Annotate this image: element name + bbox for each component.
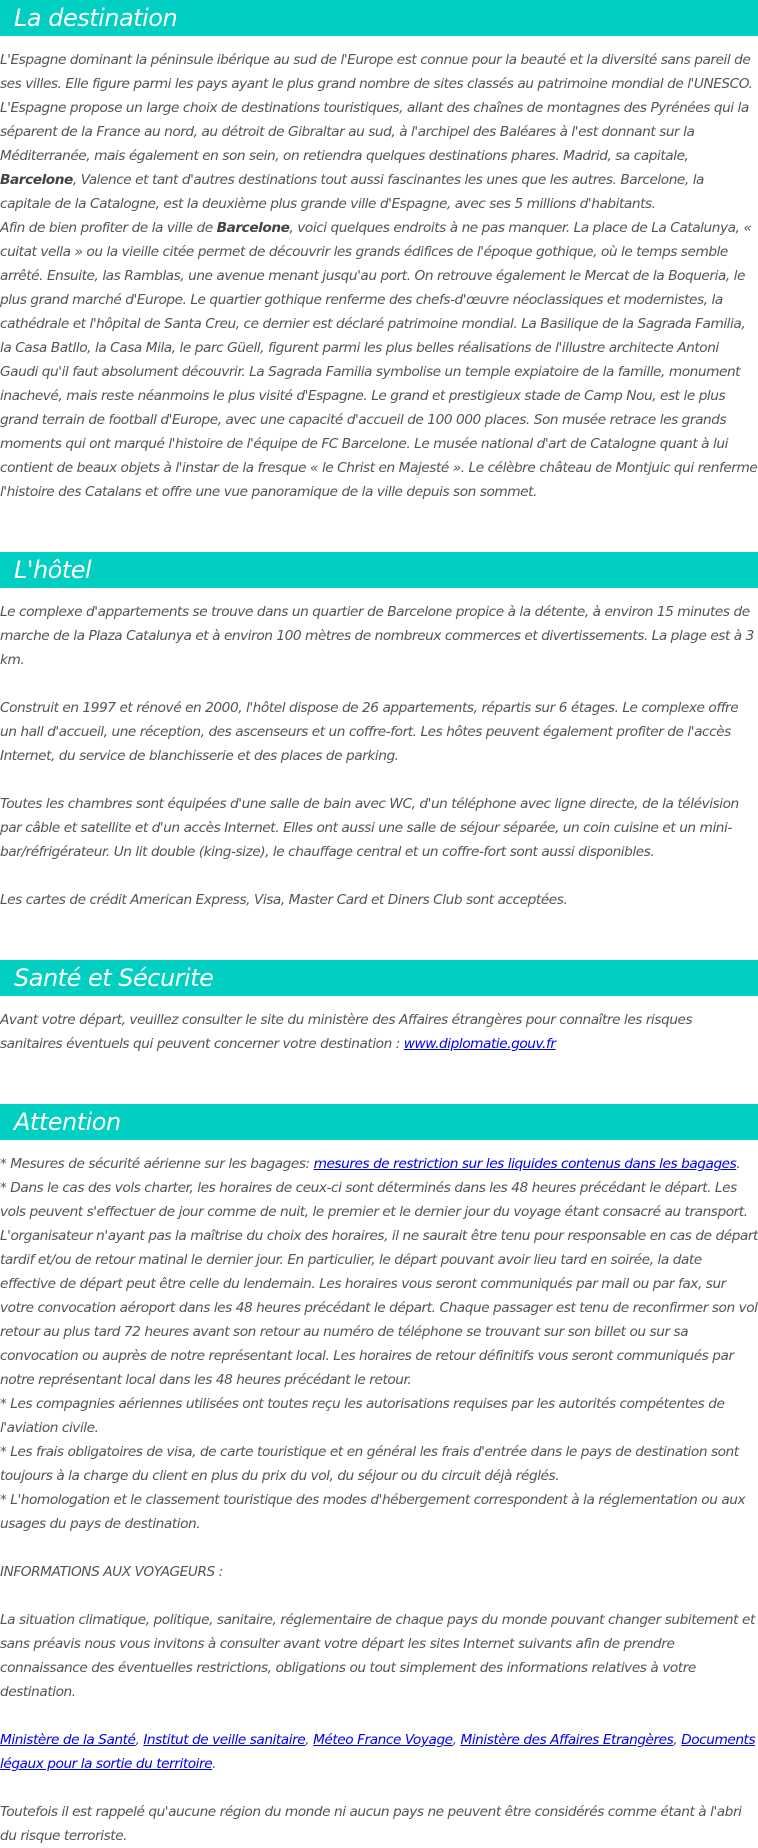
ministere-sante-link[interactable]: Ministère de la Santé (0, 1732, 136, 1748)
attention-line-1 (0, 1152, 758, 1176)
veille-sanitaire-link[interactable]: Institut de veille sanitaire (143, 1732, 306, 1748)
documents-legaux-link[interactable]: Documents légaux pour la sortie du territoire (0, 1732, 756, 1772)
attention-line-4: * Les frais obligatoires de visa, de carte touristique et en général les frais d'entrée dans le pays de destination sont toujours à la charge du client en plus du prix du vol, du séjour ou du circuit déjà réglés. (0, 1444, 739, 1484)
attention-content (0, 1152, 758, 1848)
hotel-paragraph-4: Les cartes de crédit American Express, Visa, Master Card et Diners Club sont acceptées. (0, 892, 568, 908)
period: . (212, 1756, 217, 1772)
diplomatie-link[interactable]: www.diplomatie.gouv.fr (403, 1036, 556, 1052)
hotel-header (0, 552, 758, 588)
hotel-paragraph-3: Toutes les chambres sont équipées d'une salle de bain avec WC, d'un téléphone avec ligne directe, de la télévision par câble et satellite et d'un accès Internet. Elles ont aussi une salle de séjour séparée, un coin cuisine et un mini-bar/réfrigérateur. Un lit double (king-size), le chauffage central et un coffre-fort sont aussi disponibles. (0, 796, 739, 860)
sante-content (0, 1008, 758, 1056)
attention-header (0, 1104, 758, 1140)
destination-title: La destination (14, 4, 178, 32)
final-note: Toutefois il est rappelé qu'aucune région du monde ni aucun pays ne peuvent être considérés comme étant à l'abri du risque terroriste. (0, 1804, 742, 1844)
liquid-restrictions-link[interactable]: mesures de restriction sur les liquides contenus dans les bagages (313, 1156, 737, 1172)
separator: , (673, 1732, 682, 1748)
info-links (0, 1728, 758, 1776)
info-heading: INFORMATIONS AUX VOYAGEURS : (0, 1564, 223, 1580)
sante-title: Santé et Sécurite (14, 964, 214, 992)
destination-paragraph-2 (0, 216, 758, 504)
info-text: La situation climatique, politique, sanitaire, réglementaire de chaque pays du monde pouvant changer subitement et sans préavis nous vous invitons à consulter avant votre départ les sites Internet suivants afin de prendre connaissance des éventuelles restrictions, obligations ou tout simplement des informations relatives à votre destination. (0, 1612, 755, 1700)
attention-line-2: * Dans le cas des vols charter, les horaires de ceux-ci sont déterminés dans les 48 heures précédant le départ. Les vols peuvent s'effectuer de jour comme de nuit, le premier et le dernier jour du voyage étant consacré au transport. L'organisateur n'ayant pas la maîtrise du choix des horaires, il ne saurait être tenu pour responsable en cas de départ tardif et/ou de retour matinal le dernier jour. En particulier, le départ pouvant avoir lieu tard en soirée, la date effective de départ peut être celle du lendemain. Les horaires vous seront communiqués par mail ou par fax, sur votre convocation aéroport dans les 48 heures précédant le départ. Chaque passager est tenu de reconfirmer son vol retour au plus tard 72 heures avant son retour au numéro de téléphone se trouvant sur son billet ou sur sa convocation ou auprès de notre représentant local. Les horaires de retour définitifs vous seront communiqués par notre représentant local dans les 48 heures précédant le retour. (0, 1180, 758, 1388)
bold-text: Barcelone (216, 220, 290, 236)
text-run: Avant votre départ, veuillez consulter le site du ministère des Affaires étrangères pour connaître les risques sanitaires éventuels qui peuvent concerner votre destination : (0, 1012, 693, 1052)
meteo-france-link[interactable]: Méteo France Voyage (313, 1732, 453, 1748)
attention-title: Attention (14, 1108, 121, 1136)
separator: , (452, 1732, 461, 1748)
affaires-etrangeres-link[interactable]: Ministère des Affaires Etrangères (460, 1732, 674, 1748)
destination-content (0, 48, 758, 504)
separator: , (135, 1732, 144, 1748)
attention-line-5: * L'homologation et le classement touristique des modes d'hébergement correspondent à la réglementation ou aux usages du pays de destination. (0, 1492, 746, 1532)
destination-header (0, 0, 758, 36)
bold-text: Barcelone (0, 172, 73, 188)
text-run: . (736, 1156, 741, 1172)
separator: , (305, 1732, 314, 1748)
hotel-paragraph-1: Le complexe d'appartements se trouve dans un quartier de Barcelone propice à la détente, à environ 15 minutes de marche de la Plaza Catalunya et à environ 100 mètres de nombreux commerces et divertissements. La plage est à 3 km. (0, 604, 754, 668)
text-run: Afin de bien profiter de la ville de (0, 220, 217, 236)
attention-line-3: * Les compagnies aériennes utilisées ont toutes reçu les autorisations requises par les autorités compétentes de l'aviation civile. (0, 1396, 725, 1436)
hotel-paragraph-2: Construit en 1997 et rénové en 2000, l'hôtel dispose de 26 appartements, répartis sur 6 étages. Le complexe offre un hall d'accueil, une réception, des ascenseurs et un coffre-fort. Les hôtes peuvent également profiter de l'accès Internet, du service de blanchisserie et des places de parking. (0, 700, 739, 764)
text-run: , voici quelques endroits à ne pas manquer. La place de La Catalunya, « cuitat vella » ou la vieille citée permet de découvrir les grands édifices de l'époque gothique, où le temps semble arrêté. Ensuite, las Ramblas, une avenue menant jusqu'au port. On retrouve également le Mercat de la Boqueria, le plus grand marché d'Europe. Le quartier gothique renferme des chefs-d'œuvre néoclassiques et modernistes, la cathédrale et l'hôpital de Santa Creu, ce dernier est déclaré patrimoine mondial. La Basilique de la Sagrada Familia, la Casa Batllo, la Casa Mila, le parc Güell, figurent parmi les plus belles réalisations de l'illustre architecte Antoni Gaudi qu'il faut absolument découvrir. La Sagrada Familia symbolise un temple expiatoire de la famille, monument inachevé, mais reste néanmoins le plus visité d'Espagne. Le grand et prestigieux stade de Camp Nou, est le plus grand terrain de football d'Europe, avec une capacité d'accueil de 100 000 places. Son musée retrace les grands moments qui ont marqué l'histoire de l'équipe de FC Barcelone. Le musée national d'art de Catalogne quant à lui contient de beaux objets à l'instar de la fresque « le Christ en Majesté ». Le célèbre château de Montjuic qui renferme l'histoire des Catalans et offre une vue panoramique de la ville depuis son sommet. (0, 220, 758, 500)
text-run: L'Espagne dominant la péninsule ibérique au sud de l'Europe est connue pour la beauté et la diversité sans pareil de ses villes. Elle figure parmi les pays ayant le plus grand nombre de sites classés au patrimoine mondial de l'UNESCO. L'Espagne propose un large choix de destinations touristiques, allant des chaînes de montagnes des Pyrénées qui la séparent de la France au nord, au détroit de Gibraltar au sud, à l'archipel des Baléares à l'est donnant sur la Méditerranée, mais également en son sein, on retiendra quelques destinations phares. Madrid, sa capitale, (0, 52, 753, 164)
hotel-title: L'hôtel (14, 556, 92, 584)
destination-paragraph-1 (0, 48, 758, 216)
hotel-content (0, 600, 758, 912)
text-run: , Valence et tant d'autres destinations tout aussi fascinantes les unes que les autres. Barcelone, la capitale de la Catalogne, est la deuxième plus grande ville d'Espagne, avec ses 5 millions d'habitants. (0, 172, 704, 212)
text-run: * Mesures de sécurité aérienne sur les bagages: (0, 1156, 314, 1172)
sante-header (0, 960, 758, 996)
sante-paragraph (0, 1008, 758, 1056)
